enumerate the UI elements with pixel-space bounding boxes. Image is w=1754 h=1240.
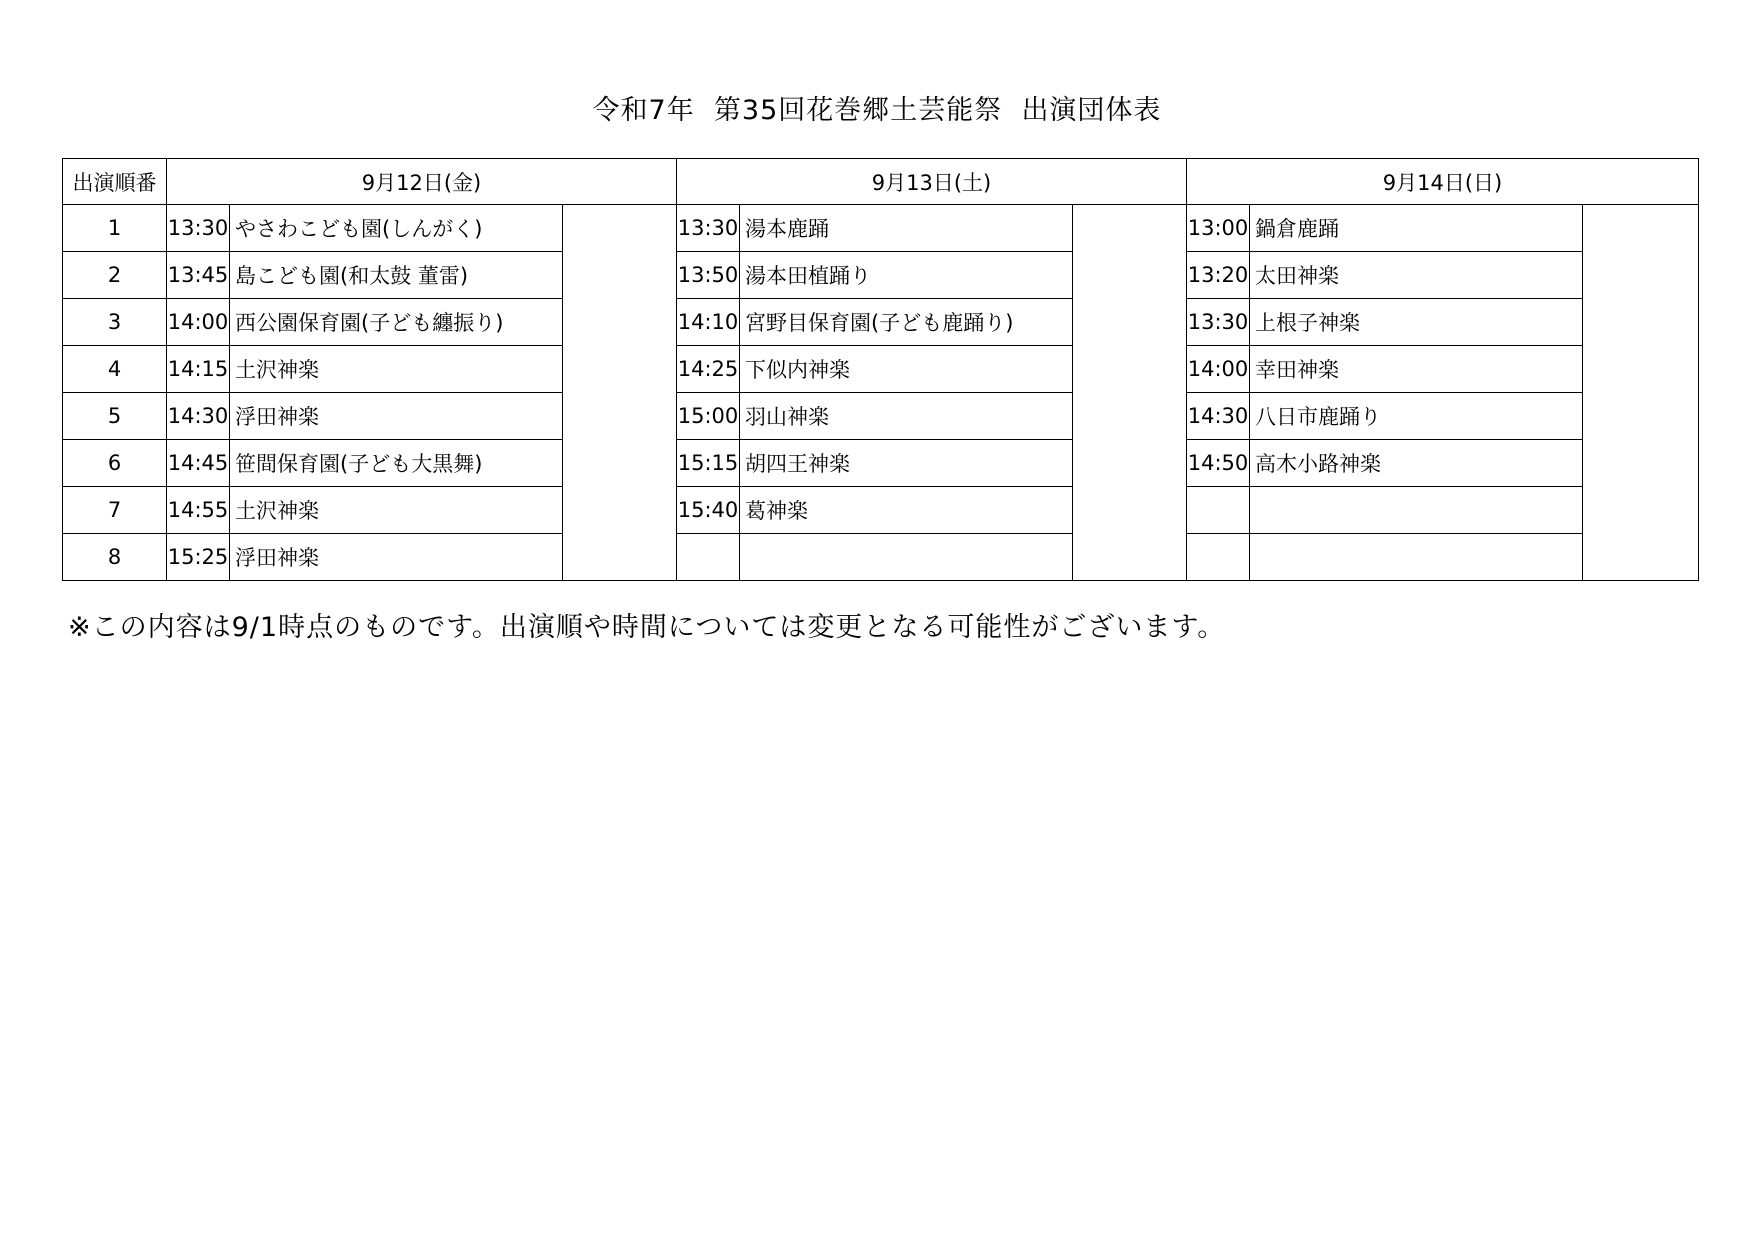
slot-performer [740, 534, 1073, 581]
slot-time: 14:50 [1187, 440, 1250, 487]
table-header-row [63, 159, 1699, 205]
slot-time [1187, 487, 1250, 534]
order-number: 8 [63, 534, 167, 581]
slot-performer: 浮田神楽 [230, 534, 563, 581]
slot-performer: 浮田神楽 [230, 393, 563, 440]
slot-performer: 土沢神楽 [230, 346, 563, 393]
slot-time: 15:00 [677, 393, 740, 440]
slot-performer: 幸田神楽 [1250, 346, 1583, 393]
slot-time: 13:30 [1187, 299, 1250, 346]
slot-performer: 葛神楽 [740, 487, 1073, 534]
table-row [63, 393, 1699, 440]
table-row [63, 487, 1699, 534]
slot-time: 15:40 [677, 487, 740, 534]
slot-time: 13:00 [1187, 205, 1250, 252]
title-suffix: 出演団体表 [1021, 95, 1162, 126]
slot-performer: 胡四王神楽 [740, 440, 1073, 487]
order-number: 2 [63, 252, 167, 299]
slot-time: 14:30 [1187, 393, 1250, 440]
blank-column [1583, 205, 1699, 581]
slot-performer [1250, 534, 1583, 581]
slot-time: 14:00 [1187, 346, 1250, 393]
slot-performer: 宮野目保育園(子ども鹿踊り) [740, 299, 1073, 346]
slot-performer: 太田神楽 [1250, 252, 1583, 299]
slot-time: 14:30 [167, 393, 230, 440]
table-row [63, 346, 1699, 393]
slot-time [1187, 534, 1250, 581]
slot-performer: 笹間保育園(子ども大黒舞) [230, 440, 563, 487]
slot-time: 14:15 [167, 346, 230, 393]
table-row [63, 440, 1699, 487]
slot-performer: 西公園保育園(子ども纏振り) [230, 299, 563, 346]
title-year: 令和7年 [592, 95, 695, 126]
slot-time: 13:45 [167, 252, 230, 299]
slot-performer [1250, 487, 1583, 534]
title-event: 第35回花巻郷土芸能祭 [713, 95, 1003, 126]
slot-performer: 土沢神楽 [230, 487, 563, 534]
slot-performer: 羽山神楽 [740, 393, 1073, 440]
slot-time: 14:10 [677, 299, 740, 346]
slot-performer: やさわこども園(しんがく) [230, 205, 563, 252]
slot-performer: 湯本鹿踊 [740, 205, 1073, 252]
table-row [63, 534, 1699, 581]
disclaimer-note: ※この内容は9/1時点のものです。出演順や時間については変更となる可能性がございます。 [68, 612, 1226, 643]
slot-performer: 上根子神楽 [1250, 299, 1583, 346]
slot-time [677, 534, 740, 581]
blank-column [1073, 205, 1187, 581]
table-row [63, 252, 1699, 299]
slot-time: 14:55 [167, 487, 230, 534]
blank-column [563, 205, 677, 581]
slot-performer: 鍋倉鹿踊 [1250, 205, 1583, 252]
order-number: 3 [63, 299, 167, 346]
order-number: 5 [63, 393, 167, 440]
slot-time: 13:30 [167, 205, 230, 252]
day-header: 9月13日(土) [677, 159, 1187, 205]
slot-performer: 八日市鹿踊り [1250, 393, 1583, 440]
slot-time: 15:15 [677, 440, 740, 487]
slot-time: 14:25 [677, 346, 740, 393]
schedule-table [62, 158, 1699, 581]
day-header: 9月14日(日) [1187, 159, 1699, 205]
slot-time: 14:00 [167, 299, 230, 346]
order-number: 7 [63, 487, 167, 534]
slot-time: 14:45 [167, 440, 230, 487]
slot-time: 13:30 [677, 205, 740, 252]
day-header: 9月12日(金) [167, 159, 677, 205]
table-row [63, 205, 1699, 252]
table-row [63, 299, 1699, 346]
order-number: 4 [63, 346, 167, 393]
slot-time: 13:50 [677, 252, 740, 299]
slot-performer: 下似内神楽 [740, 346, 1073, 393]
slot-time: 13:20 [1187, 252, 1250, 299]
order-number: 1 [63, 205, 167, 252]
slot-performer: 島こども園(和太鼓 董雷) [230, 252, 563, 299]
order-header: 出演順番 [63, 159, 167, 205]
slot-performer: 高木小路神楽 [1250, 440, 1583, 487]
order-number: 6 [63, 440, 167, 487]
slot-performer: 湯本田植踊り [740, 252, 1073, 299]
slot-time: 15:25 [167, 534, 230, 581]
page-title [0, 88, 1754, 127]
